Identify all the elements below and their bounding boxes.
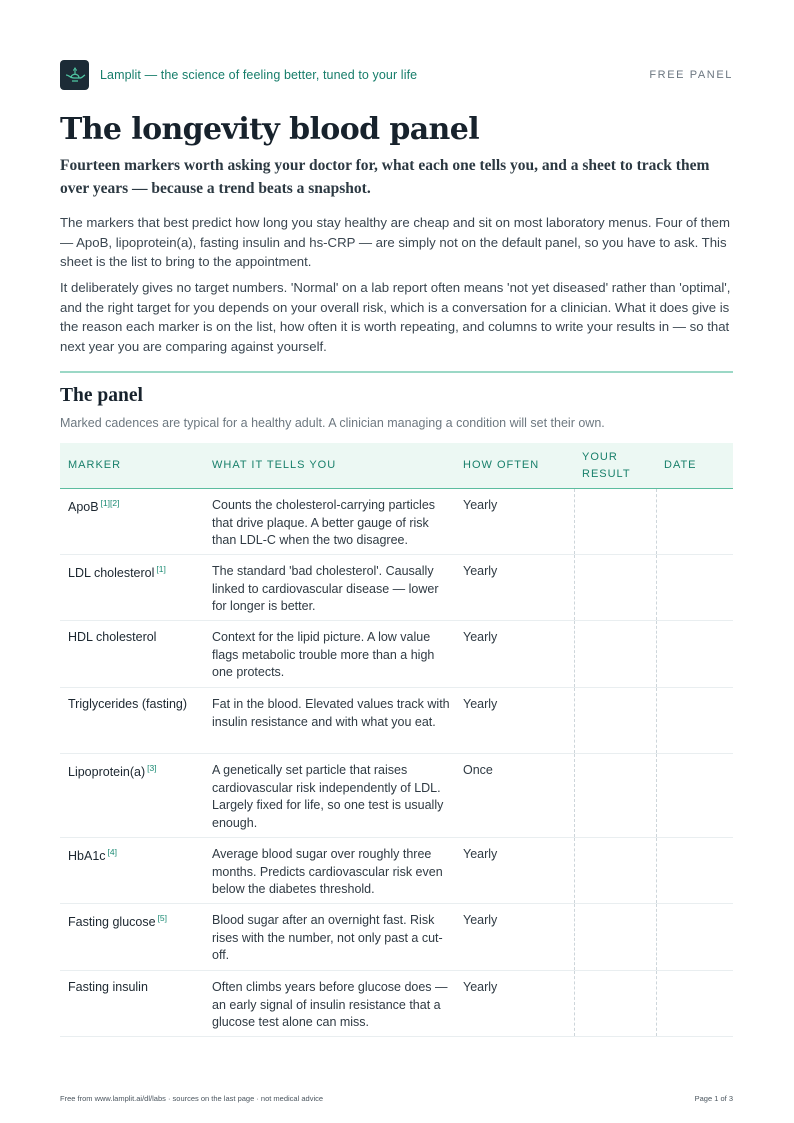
marker-frequency: Yearly	[463, 913, 498, 927]
marker-label: Lipoprotein(a)	[68, 765, 146, 779]
panel-table	[60, 443, 733, 1037]
marker-label: ApoB	[68, 500, 99, 514]
intro-paragraph-2: It deliberately gives no target numbers. 'Normal' on a lab report often means 'not yet diseased' rather than 'optimal', and the right target for you depends on your overall risk, which is a conversation for a clinician. What it does give is the reason each marker is on the list, how often it is worth repeating, and columns to write your results in — so that next year you are comparing against yourself.	[60, 280, 731, 354]
marker-description: The standard 'bad cholesterol'. Causally linked to cardiovascular disease — lower for longer is better.	[212, 564, 439, 614]
table-row	[60, 688, 733, 754]
marker-label: HDL cholesterol	[68, 630, 157, 644]
marker-description: Blood sugar after an overnight fast. Risk rises with the number, not only past a cut-off.	[212, 913, 443, 963]
marker-frequency: Yearly	[463, 630, 498, 644]
result-field[interactable]	[574, 838, 656, 903]
result-field[interactable]	[574, 621, 656, 687]
panel-note: Marked cadences are typical for a healthy adult. A clinician managing a condition will set their own.	[60, 416, 605, 430]
table-row	[60, 621, 733, 688]
marker-name	[68, 498, 120, 514]
table-row	[60, 489, 733, 555]
marker-frequency: Yearly	[463, 498, 498, 512]
marker-description: Often climbs years before glucose does — an early signal of insulin resistance that a glucose test alone can miss.	[212, 980, 448, 1030]
lamp-icon	[60, 60, 89, 90]
result-field[interactable]	[574, 688, 656, 753]
reference-link[interactable]: [3]	[147, 763, 157, 773]
marker-description: Fat in the blood. Elevated values track with insulin resistance and with what you eat.	[212, 697, 450, 729]
date-field[interactable]	[656, 621, 733, 687]
col-header-often: HOW OFTEN	[463, 459, 540, 471]
marker-label: LDL cholesterol	[68, 566, 155, 580]
col-header-date: DATE	[664, 459, 697, 471]
date-field[interactable]	[656, 688, 733, 753]
marker-frequency: Yearly	[463, 980, 498, 994]
reference-link[interactable]: [1]	[156, 564, 166, 574]
table-row	[60, 904, 733, 971]
reference-link[interactable]: [4]	[107, 847, 117, 857]
date-field[interactable]	[656, 838, 733, 903]
date-field[interactable]	[656, 754, 733, 837]
marker-name	[68, 564, 166, 580]
marker-frequency: Yearly	[463, 847, 498, 861]
marker-label: Fasting glucose	[68, 915, 156, 929]
table-row	[60, 555, 733, 621]
marker-description: Counts the cholesterol-carrying particles that drive plaque. A better gauge of risk than LDL-C when the two disagree.	[212, 498, 436, 548]
table-row	[60, 754, 733, 838]
free-panel-badge: FREE PANEL	[649, 69, 733, 81]
marker-description: Average blood sugar over roughly three months. Predicts cardiovascular risk even below the diabetes threshold.	[212, 847, 443, 897]
date-field[interactable]	[656, 555, 733, 620]
date-field[interactable]	[656, 971, 733, 1036]
marker-name	[68, 697, 187, 711]
table-row	[60, 838, 733, 904]
col-header-result-line2: RESULT	[582, 467, 631, 480]
marker-label: HbA1c	[68, 849, 106, 863]
marker-name	[68, 630, 156, 644]
marker-name	[68, 980, 148, 994]
page-number: Page 1 of 3	[694, 1094, 733, 1103]
marker-name	[68, 913, 167, 929]
marker-description: Context for the lipid picture. A low value flags metabolic trouble more than a high one protects.	[212, 630, 435, 680]
footer-note: Free from www.lamplit.ai/dl/labs · sources on the last page · not medical advice	[60, 1094, 324, 1103]
marker-frequency: Yearly	[463, 697, 498, 711]
marker-label: Triglycerides (fasting)	[68, 697, 188, 711]
page-subtitle: Fourteen markers worth asking your doctor for, what each one tells you, and a sheet to track them over years — because a trend beats a snapshot.	[60, 157, 710, 197]
marker-description: A genetically set particle that raises cardiovascular risk independently of LDL. Largely fixed for life, so one test is usually enough.	[212, 763, 444, 831]
section-divider	[60, 371, 733, 373]
result-field[interactable]	[574, 754, 656, 837]
col-header-result	[582, 449, 631, 483]
col-header-marker: MARKER	[68, 459, 122, 471]
table-row	[60, 971, 733, 1037]
result-field[interactable]	[574, 971, 656, 1036]
date-field[interactable]	[656, 489, 733, 554]
brand-tagline: Lamplit — the science of feeling better, tuned to your life	[100, 68, 418, 82]
intro-paragraph-1: The markers that best predict how long you stay healthy are cheap and sit on most laboratory menus. Four of them — ApoB, lipoprotein(a), fasting insulin and hs-CRP — are simply not on the default panel, so you have to ask. This sheet is the list to bring to the appointment.	[60, 215, 730, 269]
marker-name	[68, 763, 157, 779]
page-header	[60, 60, 733, 90]
page-title: The longevity blood panel	[60, 112, 480, 147]
reference-link[interactable]: [5]	[157, 913, 168, 923]
panel-heading: The panel	[60, 385, 143, 406]
reference-link[interactable]: [1][2]	[100, 498, 120, 508]
marker-name	[68, 847, 117, 863]
marker-frequency: Yearly	[463, 564, 498, 578]
result-field[interactable]	[574, 555, 656, 620]
col-header-what: WHAT IT TELLS YOU	[212, 459, 337, 471]
date-field[interactable]	[656, 904, 733, 970]
result-field[interactable]	[574, 489, 656, 554]
result-field[interactable]	[574, 904, 656, 970]
marker-label: Fasting insulin	[68, 980, 148, 994]
marker-frequency: Once	[463, 763, 493, 777]
table-header	[60, 443, 733, 489]
col-header-result-line1: YOUR	[582, 450, 618, 463]
